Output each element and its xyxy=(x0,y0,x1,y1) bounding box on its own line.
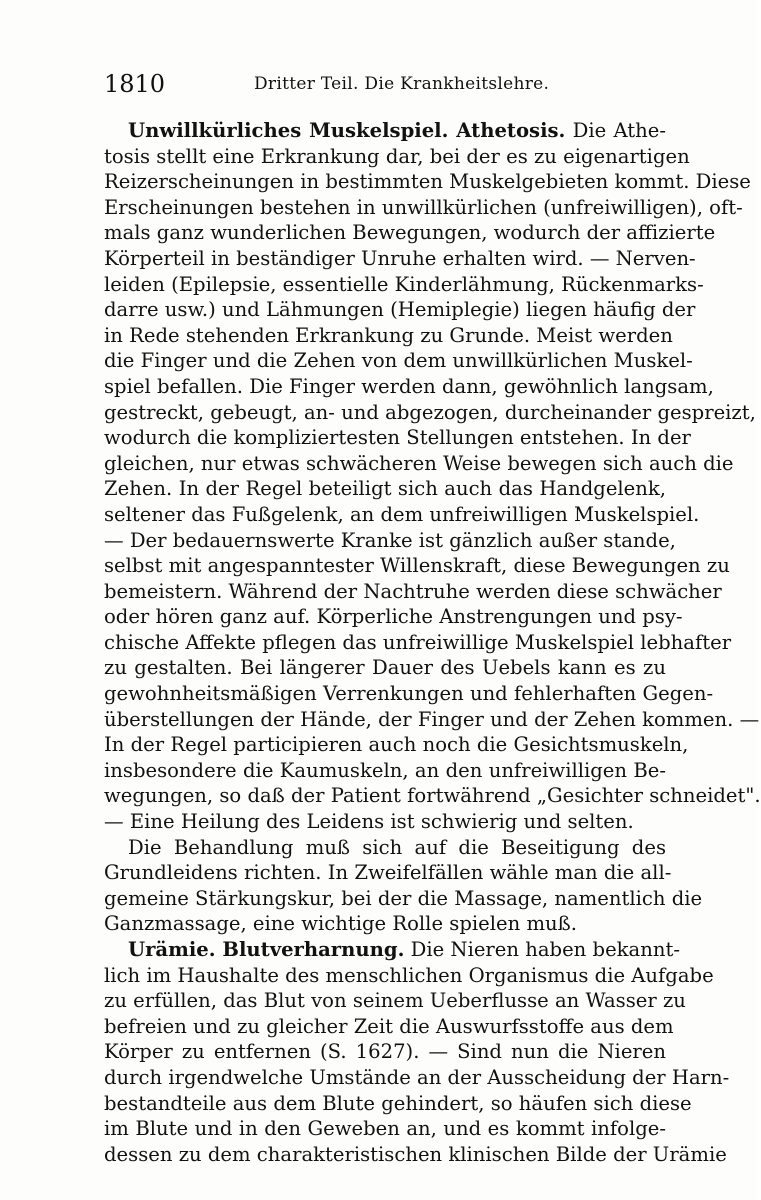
paragraph-line: gleichen, nur etwas schwächeren Weise bewegen sich auch die xyxy=(104,451,734,475)
section-uraemia-first-line xyxy=(104,937,680,963)
paragraph-line: leiden (Epilepsie, essentielle Kinderlähmung, Rückenmarks- xyxy=(104,272,704,296)
page-number: 1810 xyxy=(104,70,166,98)
paragraph-line: überstellungen der Hände, der Finger und der Zehen kommen. — xyxy=(104,707,760,731)
paragraph-line: im Blute und in den Geweben an, und es kommt infolge- xyxy=(104,1117,666,1141)
paragraph-line: — Der bedauernswerte Kranke ist gänzlich außer stande, xyxy=(104,528,676,552)
paragraph-line: zu erfüllen, das Blut von seinem Ueberflusse an Wasser zu xyxy=(104,989,686,1013)
paragraph-line: wegungen, so daß der Patient fortwährend „Gesichter schneidet". xyxy=(104,784,761,808)
paragraph-line: Ganzmassage, eine wichtige Rolle spielen muß. xyxy=(104,912,577,936)
section-athetosis-first-line-text: Die Athe- xyxy=(572,119,666,142)
paragraph-line: gewohnheitsmäßigen Verrenkungen und fehlerhaften Gegen- xyxy=(104,682,714,706)
paragraph-line: seltener das Fußgelenk, an dem unfreiwilligen Muskelspiel. xyxy=(104,502,700,526)
paragraph-line: spiel befallen. Die Finger werden dann, gewöhnlich langsam, xyxy=(104,374,714,398)
paragraph-line: Erscheinungen bestehen in unwillkürlichen (unfreiwilligen), oft- xyxy=(104,195,743,219)
section-heading-athetosis: Unwillkürliches Muskelspiel. Athetosis. xyxy=(128,119,566,142)
paragraph-line: Die Behandlung muß sich auf die Beseitigung des xyxy=(128,835,666,859)
paragraph-line: selbst mit angespanntester Willenskraft, diese Bewegungen zu xyxy=(104,554,730,578)
paragraph-line: bemeistern. Während der Nachtruhe werden diese schwächer xyxy=(104,579,722,603)
paragraph-line: wodurch die kompliziertesten Stellungen entstehen. In der xyxy=(104,426,691,450)
paragraph-line: bestandteile aus dem Blute gehindert, so häufen sich diese xyxy=(104,1091,692,1115)
paragraph-line: tosis stellt eine Erkrankung dar, bei der es zu eigenartigen xyxy=(104,144,690,168)
body-text xyxy=(104,118,761,1167)
paragraph-line: Grundleidens richten. In Zweifelfällen wähle man die all- xyxy=(104,861,672,885)
paragraph-line: oder hören ganz auf. Körperliche Anstrengungen und psy- xyxy=(104,605,683,629)
paragraph-line: zu gestalten. Bei längerer Dauer des Uebels kann es zu xyxy=(104,656,666,680)
paragraph-line: befreien und zu gleicher Zeit die Auswurfsstoffe aus dem xyxy=(104,1014,674,1038)
paragraph-line: — Eine Heilung des Leidens ist schwierig und selten. xyxy=(104,810,634,834)
paragraph-line: gemeine Stärkungskur, bei der die Massage, namentlich die xyxy=(104,886,703,910)
paragraph-line: Zehen. In der Regel beteiligt sich auch das Handgelenk, xyxy=(104,477,666,501)
paragraph-line: Körperteil in beständiger Unruhe erhalten wird. — Nerven- xyxy=(104,246,696,270)
running-head: Dritter Teil. Die Krankheitslehre. xyxy=(254,74,550,94)
paragraph-line: Körper zu entfernen (S. 1627). — Sind nun die Nieren xyxy=(104,1040,666,1064)
paragraph-line: dessen zu dem charakteristischen klinischen Bilde der Urämie xyxy=(104,1142,727,1166)
paragraph-line: chische Affekte pflegen das unfreiwillige Muskelspiel lebhafter xyxy=(104,630,732,654)
paragraph-line: Reizerscheinungen in bestimmten Muskelgebieten kommt. Diese xyxy=(104,170,751,194)
paragraph-line: gestreckt, gebeugt, an- und abgezogen, durcheinander gespreizt, xyxy=(104,400,756,424)
paragraph-line: lich im Haushalte des menschlichen Organismus die Aufgabe xyxy=(104,963,714,987)
paragraph-line: die Finger und die Zehen von dem unwillkürlichen Muskel- xyxy=(104,349,693,373)
section-uraemia-first-line-text: Die Nieren haben bekannt- xyxy=(410,938,680,961)
paragraph-line: mals ganz wunderlichen Bewegungen, wodurch der affizierte xyxy=(104,221,716,245)
section-heading-uraemia: Urämie. Blutverharnung. xyxy=(128,938,405,961)
paragraph-line: in Rede stehenden Erkrankung zu Grunde. Meist werden xyxy=(104,323,673,347)
page-header xyxy=(104,70,664,102)
paragraph-line: insbesondere die Kaumuskeln, an den unfreiwilligen Be- xyxy=(104,758,666,782)
paragraph-line: darre usw.) und Lähmungen (Hemiplegie) liegen häufig der xyxy=(104,298,696,322)
paragraph-line: durch irgendwelche Umstände an der Ausscheidung der Harn- xyxy=(104,1065,730,1089)
paragraph-line: In der Regel participieren auch noch die Gesichtsmuskeln, xyxy=(104,733,689,757)
section-athetosis-first-line xyxy=(104,118,666,144)
